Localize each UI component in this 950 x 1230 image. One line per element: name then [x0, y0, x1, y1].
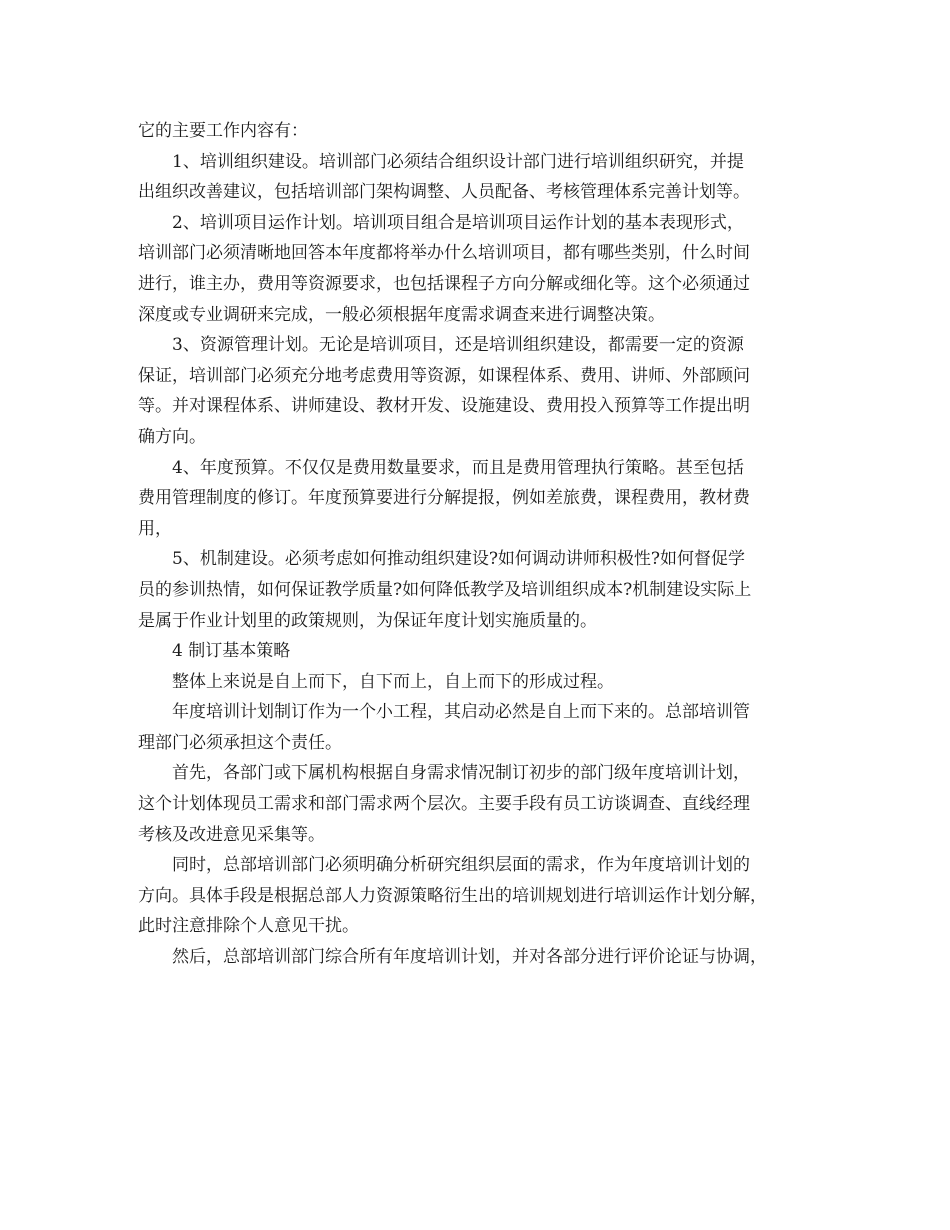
text-line: 用，	[138, 518, 172, 539]
text-line: 员的参训热情，如何保证教学质量?如何降低教学及培训组织成本?机制建设实际上	[138, 579, 752, 600]
text-line: 首先，各部门或下属机构根据自身需求情况制订初步的部门级年度培训计划，	[172, 763, 750, 784]
text-line: 2、培训项目运作计划。培训项目组合是培训项目运作计划的基本表现形式，	[172, 212, 744, 233]
text-line: 确方向。	[138, 426, 206, 447]
text-line: 年度培训计划制订作为一个小工程，其启动必然是自上而下来的。总部培训管	[172, 702, 750, 723]
text-line: 4、年度预算。不仅仅是费用数量要求，而且是费用管理执行策略。甚至包括	[172, 457, 744, 478]
text-line: 整体上来说是自上而下，自下而上，自上而下的形成过程。	[172, 671, 614, 692]
text-line: 5、机制建设。必须考虑如何推动组织建设?如何调动讲师积极性?如何督促学	[172, 549, 746, 570]
text-line: 进行，谁主办，费用等资源要求，也包括课程子方向分解或细化等。这个必须通过	[138, 273, 750, 294]
text-line: 同时，总部培训部门必须明确分析研究组织层面的需求，作为年度培训计划的	[172, 855, 750, 876]
text-line: 然后，总部培训部门综合所有年度培训计划，并对各部分进行评价论证与协调，	[172, 947, 767, 968]
document-body	[138, 116, 828, 973]
text-line: 深度或专业调研来完成，一般必须根据年度需求调查来进行调整决策。	[138, 304, 665, 325]
text-line: 理部门必须承担这个责任。	[138, 732, 342, 753]
text-line: 费用管理制度的修订。年度预算要进行分解提报，例如差旅费，课程费用，教材费	[138, 488, 750, 509]
text-line: 保证，培训部门必须充分地考虑费用等资源，如课程体系、费用、讲师、外部顾问	[138, 365, 750, 386]
text-line: 这个计划体现员工需求和部门需求两个层次。主要手段有员工访谈调查、直线经理	[138, 794, 750, 815]
text-line: 方向。具体手段是根据总部人力资源策略衍生出的培训规划进行培训运作计划分解，	[138, 885, 767, 906]
text-line: 考核及改进意见采集等。	[138, 824, 325, 845]
text-line: 此时注意排除个人意见干扰。	[138, 916, 359, 937]
text-line: 是属于作业计划里的政策规则，为保证年度计划实施质量的。	[138, 610, 597, 631]
text-line: 等。并对课程体系、讲师建设、教材开发、设施建设、费用投入预算等工作提出明	[138, 396, 750, 417]
section-heading: 4 制订基本策略	[172, 641, 291, 662]
text-line: 培训部门必须清晰地回答本年度都将举办什么培训项目，都有哪些类别，什么时间	[138, 243, 750, 264]
text-line: 3、资源管理计划。无论是培训项目，还是培训组织建设，都需要一定的资源	[172, 335, 744, 356]
text-line: 它的主要工作内容有：	[138, 121, 308, 141]
text-line: 1、培训组织建设。培训部门必须结合组织设计部门进行培训组织研究，并提	[172, 151, 744, 172]
text-line: 出组织改善建议，包括培训部门架构调整、人员配备、考核管理体系完善计划等。	[138, 182, 750, 203]
